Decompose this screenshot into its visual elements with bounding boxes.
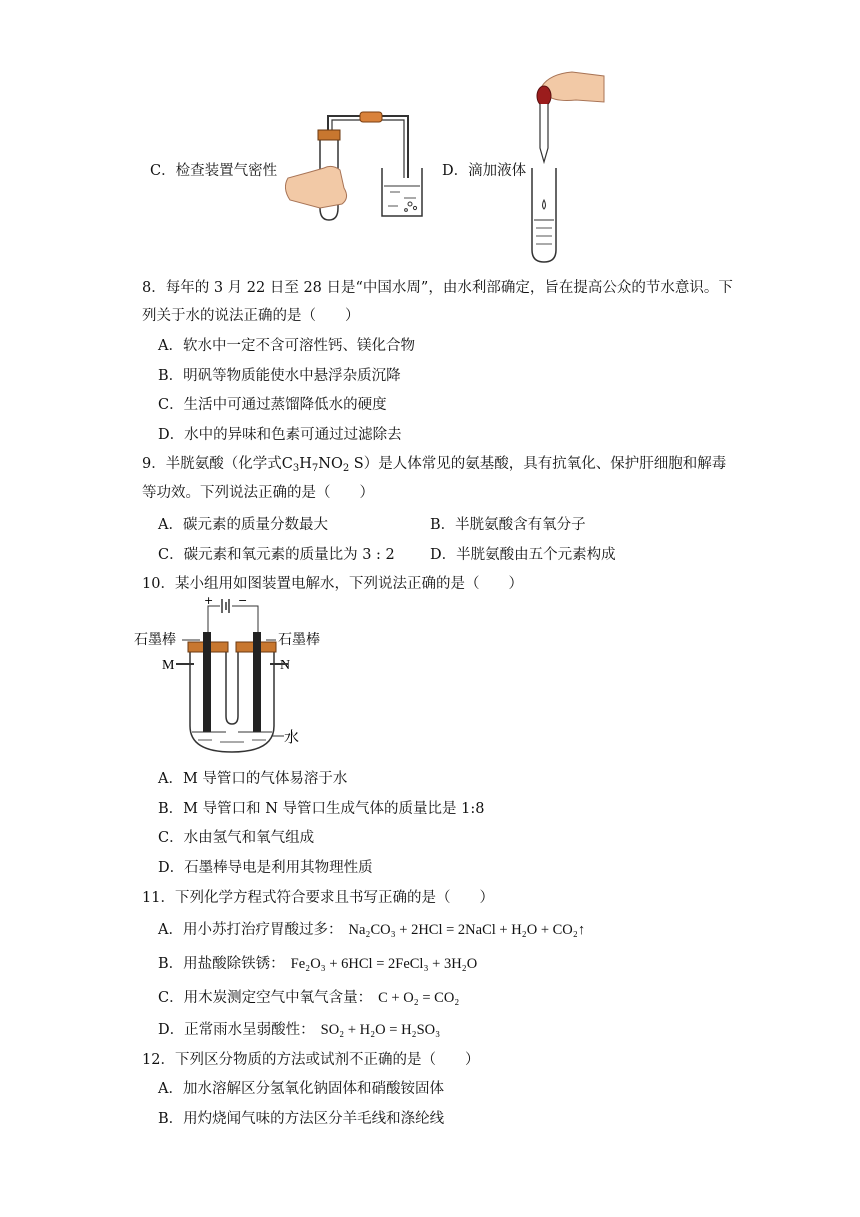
- q12-stem: 12．下列区分物质的方法或试剂不正确的是（ ）: [142, 1052, 480, 1068]
- airtightness-apparatus-figure: [280, 108, 430, 226]
- dropper-figure: [520, 68, 610, 266]
- q8-stem-line1: 8．每年的 3 月 22 日至 28 日是“中国水周”，由水利部确定，旨在提高公众的节水意识。下: [142, 280, 733, 296]
- electrolysis-apparatus-figure: [132, 594, 320, 756]
- q9-option-c: C．碳元素和氧元素的质量比为 3 : 2: [158, 547, 395, 563]
- left-graphite-label: 石墨棒: [134, 632, 176, 648]
- q9-option-b: B．半胱氨酸含有氧分子: [430, 517, 586, 533]
- q10-option-c: C．水由氢气和氧气组成: [158, 830, 315, 846]
- q11-option-b: B．用盐酸除铁锈： Fe₂O₃ + 6HCl = 2FeCl₃ + 3H₂O: [158, 956, 478, 972]
- q11-option-a: A．用小苏打治疗胃酸过多： Na₂CO₃ + 2HCl = 2NaCl + H₂O + CO₂↑: [158, 922, 586, 938]
- q8-option-c: C．生活中可通过蒸馏降低水的硬度: [158, 397, 387, 413]
- q10-option-d: D．石墨棒导电是利用其物理性质: [158, 860, 373, 876]
- q10-stem: 10．某小组用如图装置电解水，下列说法正确的是（ ）: [142, 576, 523, 592]
- n-outlet-label: N: [280, 658, 291, 673]
- q12-option-a: A．加水溶解区分氢氧化钠固体和硝酸铵固体: [158, 1081, 444, 1097]
- q12-option-b: B．用灼烧闻气味的方法区分羊毛线和涤纶线: [158, 1111, 445, 1127]
- equation-b: Fe₂O₃ + 6HCl = 2FeCl₃ + 3H₂O: [290, 956, 478, 972]
- q7-option-d: D．滴加液体: [442, 163, 527, 179]
- q9-stem-line2: 等功效。下列说法正确的是（ ）: [142, 485, 374, 501]
- m-outlet-label: M: [162, 658, 175, 673]
- q11-option-c: C．用木炭测定空气中氧气含量： C + O₂ = CO₂: [158, 990, 460, 1006]
- q11-stem: 11．下列化学方程式符合要求且书写正确的是（ ）: [142, 890, 494, 906]
- q9-option-d: D．半胱氨酸由五个元素构成: [430, 547, 616, 563]
- q10-option-a: A．M 导管口的气体易溶于水: [158, 771, 348, 787]
- cysteine-formula: $C_3H_7NO_2$ S: [281, 456, 364, 474]
- equation-c: C + O₂ = CO₂: [378, 990, 460, 1006]
- right-graphite-label: 石墨棒: [278, 632, 320, 648]
- q8-option-d: D．水中的异味和色素可通过过滤除去: [158, 427, 402, 443]
- q8-stem-line2: 列关于水的说法正确的是（ ）: [142, 308, 360, 324]
- positive-terminal-label: +: [204, 594, 214, 607]
- q8-option-b: B．明矾等物质能使水中悬浮杂质沉降: [158, 368, 401, 384]
- equation-a: Na₂CO₃ + 2HCl = 2NaCl + H₂O + CO₂↑: [348, 922, 586, 938]
- q9-stem-line1: 9．半胱氨酸（化学式$C_3H_7NO_2$ S）是人体常见的氨基酸，具有抗氧化、保护肝细胞和解毒: [142, 456, 727, 474]
- q10-option-b: B．M 导管口和 N 导管口生成气体的质量比是 1:8: [158, 801, 485, 817]
- q11-option-d: D．正常雨水呈弱酸性： SO₂ + H₂O = H₂SO₃: [158, 1022, 441, 1038]
- equation-d: SO₂ + H₂O = H₂SO₃: [320, 1022, 441, 1038]
- negative-terminal-label: −: [238, 594, 248, 607]
- water-label: 水: [284, 728, 300, 746]
- q7-option-c: C．检查装置气密性: [150, 163, 278, 179]
- q9-option-a: A．碳元素的质量分数最大: [158, 517, 328, 533]
- q8-option-a: A．软水中一定不含可溶性钙、镁化合物: [158, 338, 415, 354]
